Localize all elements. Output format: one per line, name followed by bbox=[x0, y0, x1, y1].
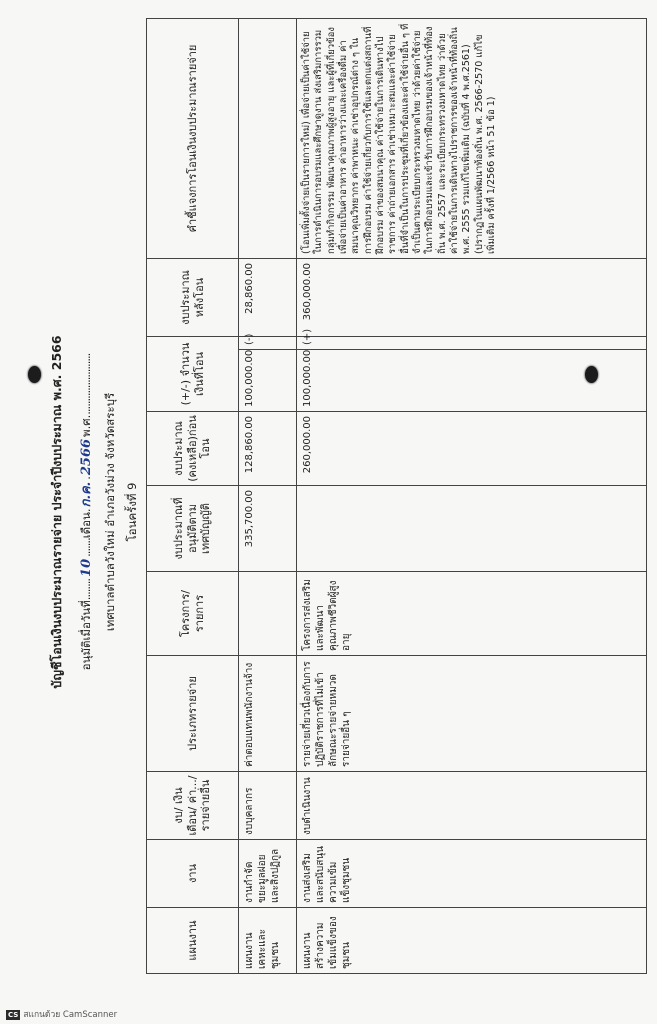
cell-expense-type: ค่าตอบแทนพนักงานจ้าง bbox=[239, 656, 297, 772]
scanner-watermark bbox=[6, 1007, 117, 1021]
col-approved: งบประมาณที่อนุมัติตามเทศบัญญัติ bbox=[147, 486, 239, 572]
cell-work: งานส่งเสริมและสนับสนุนความเข้มแข็งชุมชน bbox=[297, 840, 647, 908]
table-row bbox=[297, 19, 647, 974]
cell-before: 260,000.00 bbox=[297, 412, 647, 486]
cell-after: 28,860.00 bbox=[239, 259, 297, 337]
col-before: งบประมาณ (คงเหลือ)ก่อนโอน bbox=[147, 412, 239, 486]
cell-amount: 100,000.00 bbox=[239, 350, 297, 412]
col-reason: คำชี้แจงการโอนเงินงบประมาณรายจ่าย bbox=[147, 19, 239, 259]
cell-before: 128,860.00 bbox=[239, 412, 297, 486]
col-project: โครงการ/ รายการ bbox=[147, 572, 239, 656]
cell-budget-type: งบดำเนินงาน bbox=[297, 772, 647, 840]
cell-project: โครงการส่งเสริมและพัฒนาคุณภาพชีวิตผู้สูงอายุ bbox=[297, 572, 647, 656]
col-work: งาน bbox=[147, 840, 239, 908]
col-expense-type: ประเภทรายจ่าย bbox=[147, 656, 239, 772]
col-after: งบประมาณหลังโอน bbox=[147, 259, 239, 337]
cell-plan: แผนงานสร้างความเข้มแข็งของชุมชน bbox=[297, 908, 647, 974]
cell-expense-type: รายจ่ายเกี่ยวเนื่องกับการปฏิบัติราชการที่ไม่เข้าลักษณะรายจ่ายหมวดรายจ่ายอื่น ๆ bbox=[297, 656, 647, 772]
approval-line: อนุมัติเมื่อวันที่........10.......เดือน.ก.ค..2566พ.ศ........................ bbox=[79, 353, 94, 671]
cell-amount: 100,000.00 bbox=[297, 350, 647, 412]
document-title: บัญชีโอนเงินงบประมาณรายจ่าย ประจำปีงบประมาณ พ.ศ. 2566 bbox=[49, 335, 64, 689]
cell-sign: (-) bbox=[239, 337, 297, 350]
cell-work: งานกำจัดขยะมูลฝอยและสิ่งปฏิกูล bbox=[239, 840, 297, 908]
approval-year-label: พ.ศ. bbox=[79, 414, 93, 437]
cell-reason bbox=[239, 19, 297, 259]
col-budget-type: งบ/ เงินเดือน/ ค่า.../ รายจ่ายอื่น bbox=[147, 772, 239, 840]
table-header-row bbox=[147, 19, 239, 974]
table-row bbox=[239, 19, 297, 974]
cell-plan: แผนงานเคหะและชุมชน bbox=[239, 908, 297, 974]
cell-sign: (+) bbox=[297, 337, 647, 350]
approval-day: 10 bbox=[79, 558, 94, 577]
cell-budget-type: งบบุคลากร bbox=[239, 772, 297, 840]
cell-project bbox=[239, 572, 297, 656]
org-line: เทศบาลตำบลวังใหม่ อำเภอวังม่วง จังหวัดสระบุรี bbox=[103, 392, 117, 632]
budget-transfer-table bbox=[146, 18, 647, 974]
transfer-number: โอนครั้งที่ 9 bbox=[125, 482, 139, 542]
approval-prefix: อนุมัติเมื่อวันที่ bbox=[79, 600, 93, 671]
col-plan: แผนงาน bbox=[147, 908, 239, 974]
approval-month: ก.ค. bbox=[79, 481, 94, 508]
cell-after: 360,000.00 bbox=[297, 259, 647, 337]
cell-approved: 335,700.00 bbox=[239, 486, 297, 572]
scanner-text: สแกนด้วย CamScanner bbox=[23, 1010, 118, 1020]
col-amount: (+/-) จำนวนเงินที่โอน bbox=[147, 337, 239, 412]
approval-month-label: เดือน bbox=[79, 512, 93, 539]
camscanner-logo-icon: CS bbox=[8, 1010, 19, 1019]
approval-year: 2566 bbox=[79, 438, 94, 476]
cell-reason: (โอนเพิ่มตั้งจ่ายเป็นรายการใหม่) เพื่อจ่ายเป็นค่าใช้จ่ายในการดำเนินการอบรมและศึกษาดูงาน ส่งเสริมการรวมกลุ่มทำกิจกรรม พัฒนาคุณภาพผู้สูงอายุ และผู้ที่เกี่ยวข้อง เพื่อจ่ายเป็นค่าอาหาร ค่าอาหารว่างและเครื่องดื่ม ค่าสมนาคุณวิทยากร ค่าพาหนะ ค่าเช่าอุปกรณ์ต่าง ๆ ในการฝึกอบรม ค่าใช้จ่ายเกี่ยวกับการใช้และตกแต่งสถานที่ฝึกอบรม ค่าของสมนาคุณ ค่าใช้จ่ายในการเดินทางไปราชการ ค่าถ่ายเอกสาร ค่าเช่าเหมาะสมและค่าใช้จ่ายอื่นที่จำเป็นในการประชุมที่เกี่ยวข้องและค่าใช้จ่ายอื่น ๆ ที่จำเป็นตามระเบียบกระทรวงมหาดไทย ว่าด้วยค่าใช้จ่ายในการฝึกอบรมและเข้ารับการฝึกอบรมของเจ้าหน้าที่ท้องถิ่น พ.ศ. 2557 และระเบียบกระทรวงมหาดไทย ว่าด้วยค่าใช้จ่ายในการเดินทางไปราชการของเจ้าหน้าที่ท้องถิ่น พ.ศ. 2555 รวมแก้ไขเพิ่มเติม (ฉบับที่ 4 พ.ศ.2561) (ปรากฏในแผนพัฒนาท้องถิ่น พ.ศ. 2566-2570 แก้ไขเพิ่มเติม ครั้งที่ 1/2566 หน้า 51 ข้อ 1) bbox=[297, 19, 647, 259]
cell-approved bbox=[297, 486, 647, 572]
